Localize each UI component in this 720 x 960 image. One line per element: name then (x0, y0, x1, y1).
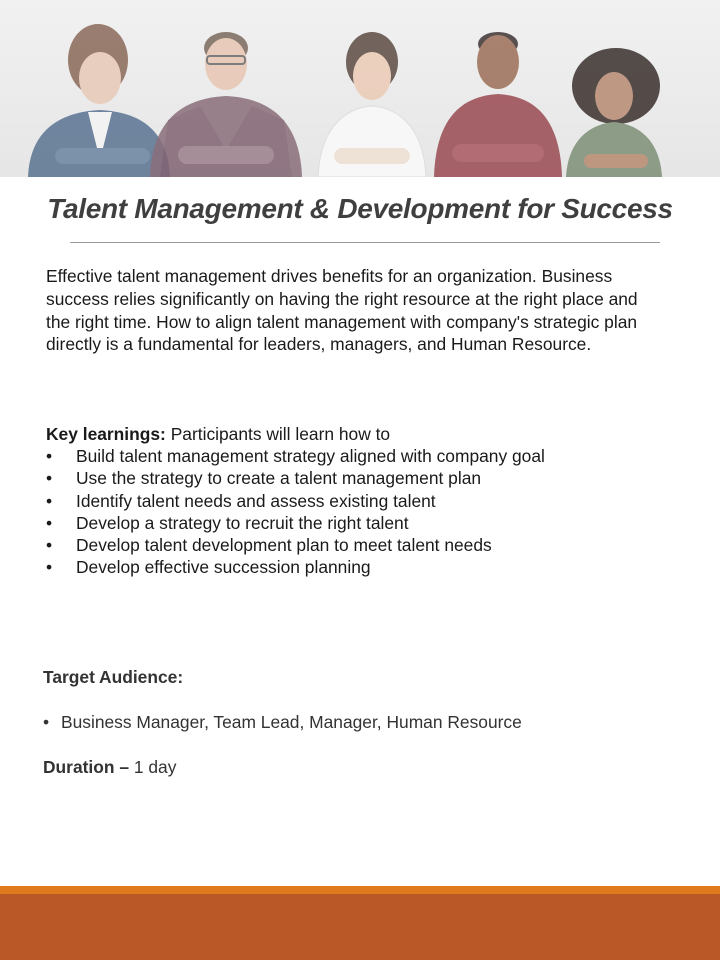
header-photo (0, 0, 720, 177)
key-learnings-list (46, 445, 686, 579)
duration-value: 1 day (133, 757, 177, 777)
footer-band (0, 894, 720, 960)
target-audience-item (43, 712, 522, 733)
list-item-text: Develop talent development plan to meet talent needs (76, 535, 492, 556)
intro-paragraph: Effective talent management drives benefits for an organization. Business success relies significantly on having the right resource at the right place and the right time. How to align talent management with company's strategic plan directly is a fundamental for leaders, managers, and Human Resource. (46, 266, 638, 355)
title-divider (70, 242, 660, 243)
key-learnings-lead: Participants will learn how to (170, 424, 391, 444)
bullet-icon: • (46, 446, 53, 466)
duration-label: Duration – (43, 757, 129, 777)
list-item (46, 512, 686, 534)
target-audience-heading: Target Audience: (43, 667, 184, 687)
bullet-icon: • (46, 535, 53, 556)
bullet-icon: • (43, 712, 50, 732)
bullet-icon: • (46, 557, 53, 578)
list-item (46, 445, 686, 467)
duration-line (43, 757, 176, 778)
list-item (46, 490, 686, 512)
list-item (46, 534, 686, 556)
list-item-text: Develop effective succession planning (76, 557, 371, 578)
bullet-icon: • (46, 490, 53, 511)
list-item-text: Develop a strategy to recruit the right talent (76, 512, 409, 533)
footer-accent-line (0, 886, 720, 894)
team-photo-illustration (0, 0, 720, 177)
list-item (46, 556, 686, 578)
list-item-text: Identify talent needs and assess existing talent (76, 490, 436, 511)
list-item (46, 467, 686, 489)
list-item-text: Build talent management strategy aligned with company goal (76, 446, 545, 466)
target-audience-text: Business Manager, Team Lead, Manager, Human Resource (61, 712, 522, 732)
key-learnings-heading (46, 423, 390, 445)
page-title: Talent Management & Development for Success (47, 193, 673, 224)
list-item-text: Use the strategy to create a talent management plan (76, 468, 482, 489)
key-learnings-label: Key learnings: (46, 424, 166, 444)
bullet-icon: • (46, 468, 53, 489)
bullet-icon: • (46, 512, 53, 533)
